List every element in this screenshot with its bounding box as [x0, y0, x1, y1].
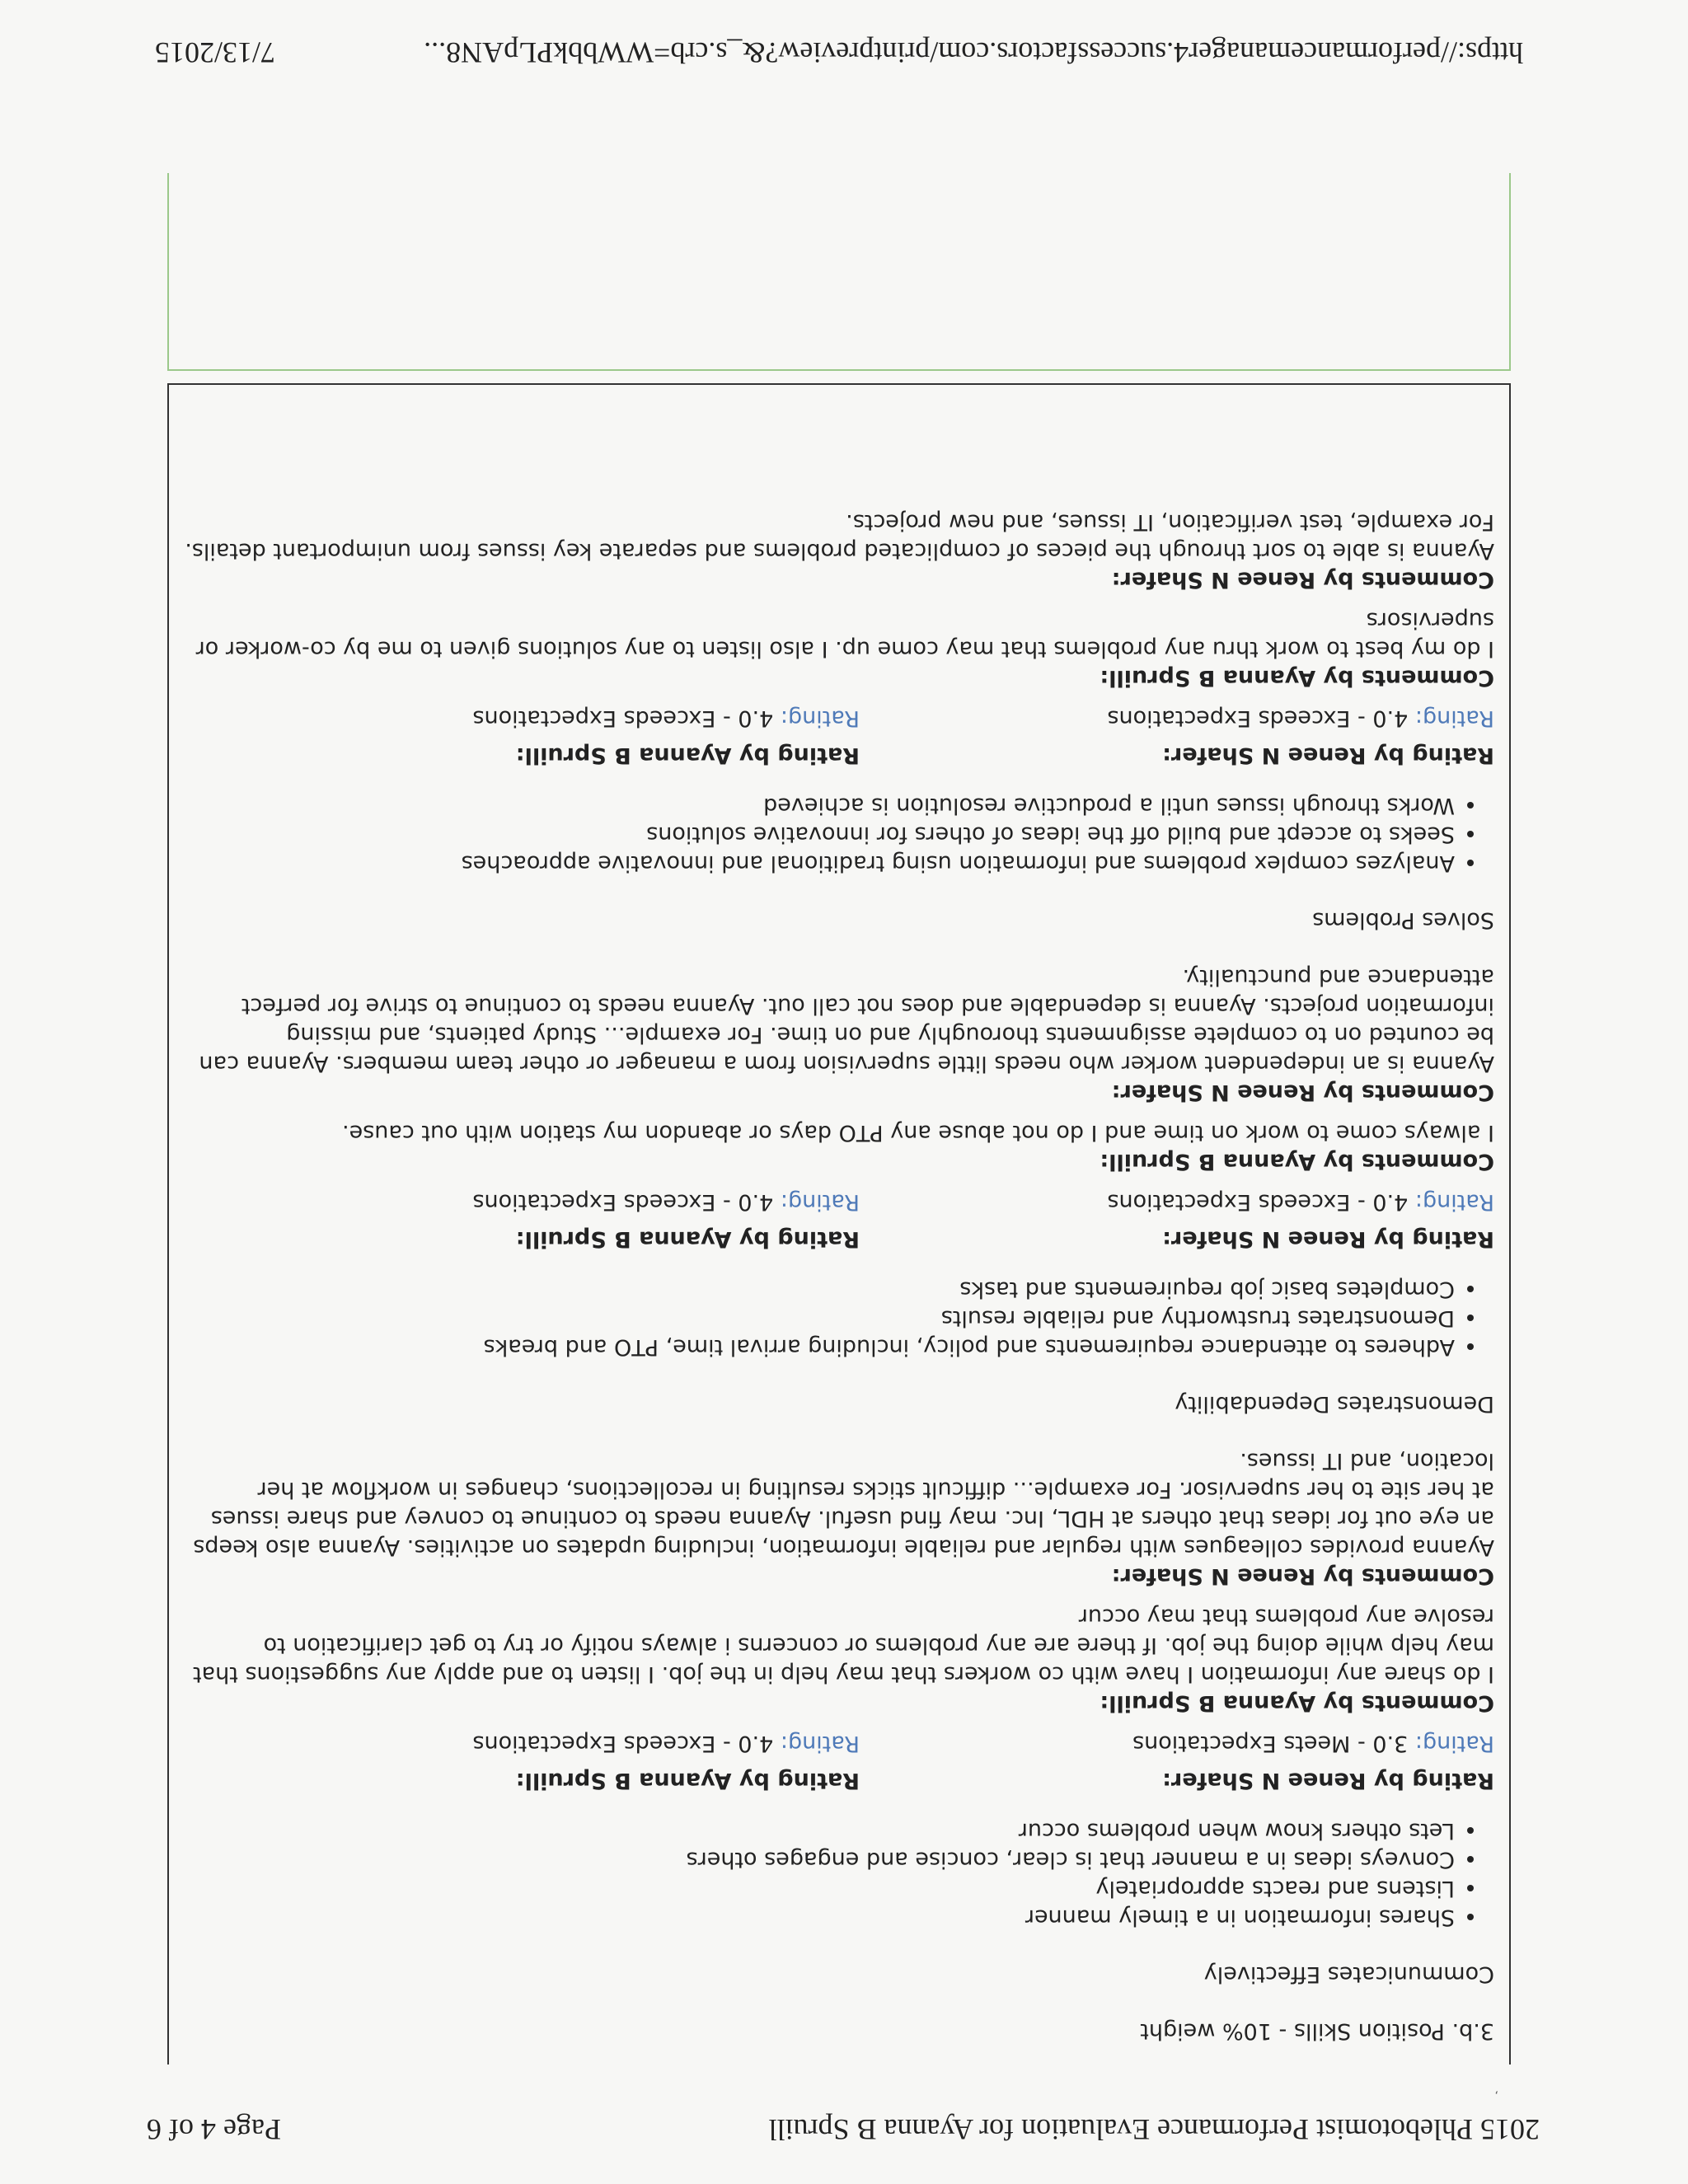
rating-value: 3.0 - Meets Expectations — [1132, 1731, 1409, 1756]
comment-heading: Comments by Renee N Shafer: — [1111, 1080, 1494, 1105]
rating-label: Rating: — [780, 1731, 860, 1756]
rating-who: Rating by Ayanna B Spruill: — [515, 743, 860, 768]
behavior-list — [184, 1816, 1494, 1932]
comment-text: Ayanna provides colleagues with regular and reliable information, including updates on activities. Ayanna also keeps an eye out for ideas that others at HDL, Inc. may find useful. Ayanna needs to continue to convey and share issues at her site to her supervisor. For example... difficult sticks resulting in recollections, changes in workflow at her location, and IT issues. — [193, 1448, 1494, 1560]
rating-row — [184, 704, 1494, 770]
behavior-list — [184, 791, 1494, 878]
rating-value: 4.0 - Exceeds Expectations — [1107, 705, 1409, 731]
behavior-item: • Shares information in a timely manner — [184, 1903, 1455, 1932]
print-url: https://performancemanager4.successfactors.com/printpreview?&_s.crb=WWbbkPLpAN8... — [424, 36, 1523, 69]
competency-title: Communicates Effectively — [1203, 1961, 1494, 1987]
employee-rating — [225, 1188, 860, 1254]
competency-title: Solves Problems — [1312, 907, 1494, 933]
document-title: 2015 Phlebotomist Performance Evaluation for Ayanna B Spruill — [768, 2113, 1540, 2146]
competency-solves-problems — [184, 508, 1494, 935]
scan-mark: ’ — [1494, 2082, 1498, 2095]
behavior-list — [184, 1275, 1494, 1361]
behavior-item: • Adheres to attendance requirements and policy, including arrival time, PTO and breaks — [184, 1333, 1455, 1361]
comment-heading: Comments by Ayanna B Spruill: — [1100, 1690, 1494, 1716]
comment-text: Ayanna is an independent worker who needs little supervision from a manager or other team members. Ayanna can be counted on to complete assignments thoroughly and on time. For example... Study patients, and missing information projects. Ayanna is dependable and does not call out. Ayanna needs to continue to strive for perfect attendance and punctuality. — [199, 964, 1494, 1076]
section-title: 3.b. Position Skills - 10% weight — [1140, 2018, 1494, 2044]
comment-heading: Comments by Ayanna B Spruill: — [1100, 1149, 1494, 1174]
comment-text: I always come to work on time and I do not abuse any PTO days or abandon my station with out cause. — [342, 1120, 1494, 1146]
comment-text: I do share any information I have with co workers that may help in the job. I listen to and apply any suggestions that may help while doing the job. If there are any problems or concerns i always notify or try to get clarification to resolve any problems that may occur — [193, 1604, 1494, 1687]
rating-who: Rating by Renee N Shafer: — [1162, 1768, 1494, 1793]
rating-row — [184, 1729, 1494, 1795]
manager-rating — [860, 704, 1494, 770]
behavior-item: • Seeks to accept and build off the ideas of others for innovative solutions — [184, 820, 1455, 849]
behavior-item: • Works through issues until a productive resolution is achieved — [184, 791, 1455, 820]
employee-rating — [225, 1729, 860, 1795]
rating-value: 4.0 - Exceeds Expectations — [472, 1731, 774, 1756]
rating-who: Rating by Renee N Shafer: — [1162, 743, 1494, 768]
rating-who: Rating by Renee N Shafer: — [1162, 1226, 1494, 1252]
manager-rating — [860, 1729, 1494, 1795]
behavior-item: • Demonstrates trustworthy and reliable results — [184, 1304, 1455, 1333]
rating-value: 4.0 - Exceeds Expectations — [472, 705, 774, 731]
comment-heading: Comments by Renee N Shafer: — [1111, 567, 1494, 593]
employee-rating — [225, 704, 860, 770]
comment-text: I do my best to work thru any problems that may come up. I also listen to any solutions given to me by co-worker or supervisors — [195, 607, 1494, 662]
rating-row — [184, 1188, 1494, 1254]
behavior-item: • Completes basic job requirements and tasks — [184, 1275, 1455, 1304]
competency-demonstrates-dependability — [184, 963, 1494, 1418]
rating-label: Rating: — [780, 705, 860, 731]
behavior-item: • Listens and reacts appropriately — [184, 1874, 1455, 1903]
next-section-box — [167, 173, 1511, 371]
rating-label: Rating: — [1414, 1189, 1494, 1215]
rating-label: Rating: — [780, 1189, 860, 1215]
comment-heading: Comments by Ayanna B Spruill: — [1100, 665, 1494, 691]
page-number: Page 4 of 6 — [147, 2113, 281, 2146]
evaluation-content — [184, 480, 1494, 2046]
competency-communicates-effectively — [184, 1446, 1494, 1989]
comment-text: Ayanna is able to sort through the pieces of complicated problems and separate key issues from unimportant details. For example, test verification, IT issues, and new projects. — [185, 509, 1494, 564]
rating-label: Rating: — [1414, 1731, 1494, 1756]
behavior-item: • Conveys ideas in a manner that is clear, concise and engages others — [184, 1845, 1455, 1874]
comment-heading: Comments by Renee N Shafer: — [1111, 1563, 1494, 1589]
print-date: 7/13/2015 — [155, 36, 276, 69]
rating-value: 4.0 - Exceeds Expectations — [1107, 1189, 1409, 1215]
behavior-item: • Analyzes complex problems and information using traditional and innovative approaches — [184, 849, 1455, 878]
behavior-item: • Lets others know when problems occur — [184, 1816, 1455, 1845]
competency-title: Demonstrates Dependability — [1175, 1391, 1494, 1417]
manager-rating — [860, 1188, 1494, 1254]
rating-who: Rating by Ayanna B Spruill: — [515, 1768, 860, 1793]
rating-label: Rating: — [1414, 705, 1494, 731]
rating-value: 4.0 - Exceeds Expectations — [472, 1189, 774, 1215]
rating-who: Rating by Ayanna B Spruill: — [515, 1226, 860, 1252]
